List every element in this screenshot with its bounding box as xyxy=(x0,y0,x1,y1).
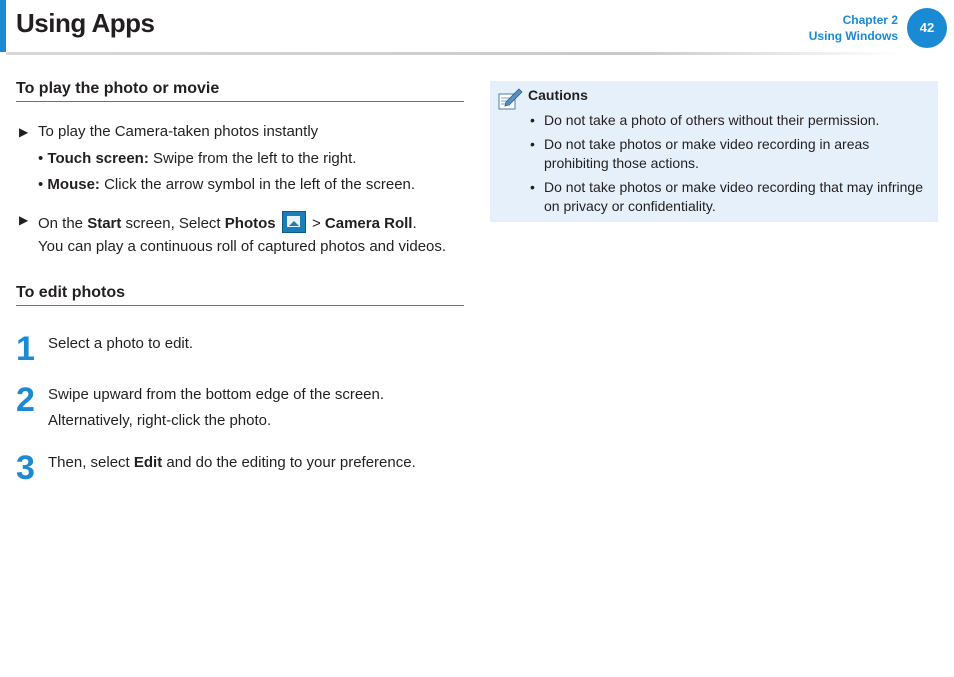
bullet: • xyxy=(530,136,535,152)
chapter-info xyxy=(809,12,898,44)
page-title: Using Apps xyxy=(16,8,155,38)
item2-mid: screen, Select xyxy=(121,215,225,232)
mouse-label: Mouse: xyxy=(47,176,100,193)
chapter-name: Using Windows xyxy=(808,29,898,43)
header-accent-bar xyxy=(0,0,6,52)
photos-label: Photos xyxy=(224,215,276,232)
section-heading-edit: To edit photos xyxy=(16,284,464,306)
triangle-right-icon: ▶ xyxy=(19,213,29,227)
bullet: • xyxy=(530,112,535,128)
item2-gt: > xyxy=(307,215,325,232)
play-item-1: To play the Camera-taken photos instantly xyxy=(38,123,319,140)
photos-app-icon xyxy=(282,211,306,233)
step-3-pre: Then, select xyxy=(48,454,134,471)
step-2-text-alt: Alternatively, right-click the photo. xyxy=(48,412,272,429)
touch-screen-instruction: • Touch screen: Swipe from the left to the right. xyxy=(38,150,357,167)
step-3-post: and do the editing to your preference. xyxy=(162,454,416,471)
step-3-text xyxy=(48,454,416,472)
caution-item: Do not take a photo of others without their permission. xyxy=(544,112,880,128)
pencil-note-icon xyxy=(497,88,523,112)
step-number: 2 xyxy=(16,381,35,419)
play-item-2 xyxy=(38,211,417,233)
mouse-instruction: • Mouse: Click the arrow symbol in the left of the screen. xyxy=(38,176,416,193)
cautions-title: Cautions xyxy=(528,87,588,103)
page-number-badge: 42 xyxy=(907,8,947,48)
camera-roll-label: Camera Roll xyxy=(324,215,413,232)
step-1-text: Select a photo to edit. xyxy=(48,335,194,352)
mouse-text: Click the arrow symbol in the left of the screen. xyxy=(99,176,416,193)
section-heading-play: To play the photo or movie xyxy=(16,80,464,102)
item2-end: . xyxy=(412,215,417,232)
step-number: 1 xyxy=(16,330,35,368)
step-number: 3 xyxy=(16,449,35,487)
caution-item: Do not take photos or make video recording that may infringe on privacy or confidentiality. xyxy=(544,179,923,214)
caution-item: Do not take photos or make video recording in areas prohibiting those actions. xyxy=(544,136,870,171)
touch-screen-label: Touch screen: xyxy=(47,150,149,167)
start-label: Start xyxy=(87,215,122,232)
play-item-2-desc: You can play a continuous roll of captured photos and videos. xyxy=(38,238,447,255)
bullet: • xyxy=(530,179,535,195)
chapter-label: Chapter 2 xyxy=(842,13,898,27)
header-rule xyxy=(6,52,902,55)
triangle-right-icon: ▶ xyxy=(19,125,29,139)
item2-pre: On the xyxy=(38,215,88,232)
edit-label: Edit xyxy=(133,454,163,471)
step-2-text: Swipe upward from the bottom edge of the screen. xyxy=(48,386,385,403)
touch-screen-text: Swipe from the left to the right. xyxy=(148,150,357,167)
